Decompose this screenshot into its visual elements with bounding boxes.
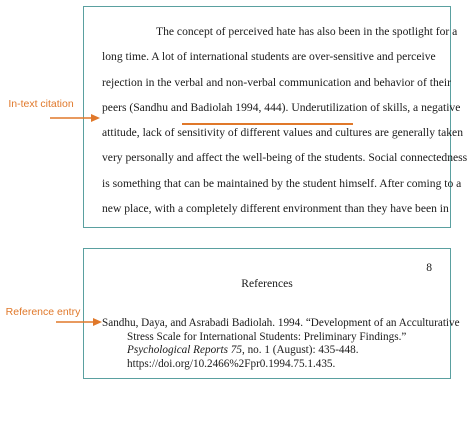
reference-entry [102,317,460,371]
paper-body-text [102,19,468,221]
reference-page-box [83,248,460,379]
reference-line-3 [102,344,460,358]
citation-line [102,95,461,120]
body-line: long time. A lot of international students are over-sensitive and perceive [102,50,436,64]
citation-line-before: peers [102,100,130,114]
body-line: The concept of perceived hate has also been in the spotlight for a [156,25,458,38]
reference-entry-annotation: Reference entry [5,306,81,318]
body-line: is something that can be maintained by the student himself. After coming to a [102,176,462,190]
reference-doi: https://doi.org/10.2466%2Fpr0.1994.75.1.435. [127,357,336,370]
page-number: 8 [426,261,432,274]
in-text-citation: (Sandhu and Badiolah 1994, 444) [129,100,286,114]
journal-details: , no. 1 (August): 435-448. [241,344,359,356]
journal-title: Psychological Reports 75 [127,344,242,356]
body-line: very personally and affect the well-being of the students. Social connectedness [102,151,468,165]
in-text-citation-annotation: In-text citation [8,98,74,110]
reference-line-2: Stress Scale for International Students: Preliminary Findings.” [127,330,407,343]
paper-excerpt-box [83,6,468,228]
reference-line-1: Sandhu, Daya, and Asrabadi Badiolah. 1994. “Development of an Acculturative [102,317,460,329]
body-line: attitude, lack of sensitivity of different values and cultures are generally taken [102,126,463,140]
references-heading: References [241,277,293,290]
body-line: rejection in the verbal and non-verbal communication and behavior of their [102,75,451,89]
body-line: new place, with a completely different environment than they have been in [102,202,449,216]
citation-line-after: . Underutilization of skills, a negative [285,100,461,114]
citation-underline [182,123,353,125]
